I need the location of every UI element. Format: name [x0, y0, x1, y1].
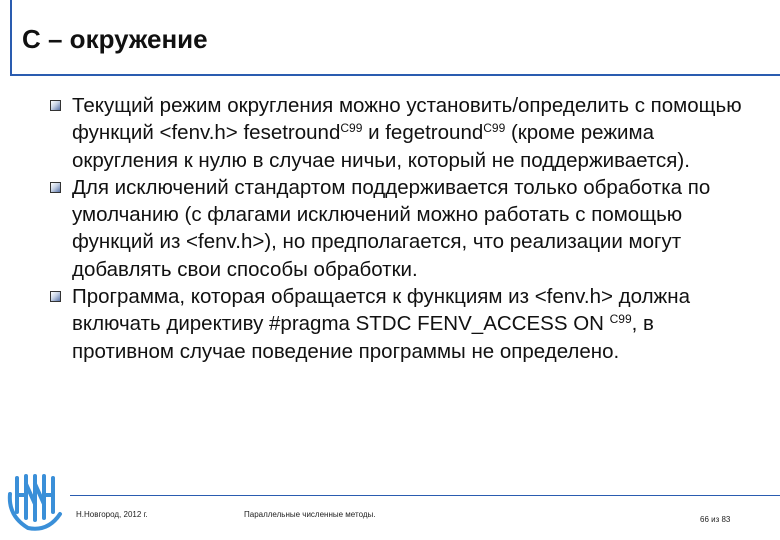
bullet-text-run: , в противном случае поведение программы не определено.	[72, 312, 654, 363]
bullet-text-run: (кроме режима округления к нулю в случае ничьи, который не поддерживается).	[72, 121, 690, 172]
bullet-text-run: Программа, которая обращается к функциям из <fenv.h> должна включать директиву #pragma STDC FENV_ACCESS ON	[72, 285, 690, 336]
bullet-text	[72, 94, 742, 172]
bullet-text	[72, 176, 710, 281]
bullet-text	[72, 285, 690, 363]
university-logo-icon	[4, 468, 66, 534]
bullet-text-run: Текущий режим округления можно установить/определить с помощью функций <fenv.h> fesetround	[72, 94, 742, 145]
title-vertical-rule	[10, 0, 12, 76]
bullet-square-icon	[50, 100, 61, 111]
bullet-text-run: Для исключений стандартом поддерживается только обработка по умолчанию (с флагами исключений можно работать с помощью функций из <fenv.h>), но предполагается, что реализации могут добавлять свои способы обработки.	[72, 175, 711, 281]
footer-course-title: Параллельные численные методы.	[244, 510, 376, 519]
bullet-square-icon	[50, 291, 61, 302]
slide-title: С – окружение	[22, 24, 208, 54]
bullet-item	[50, 283, 750, 365]
bullet-item	[50, 92, 750, 174]
superscript-marker: C99	[483, 121, 506, 136]
bullet-text-run: и fegetround	[362, 121, 484, 145]
superscript-marker: C99	[609, 312, 632, 327]
title-horizontal-rule	[10, 74, 780, 76]
bullet-square-icon	[50, 182, 61, 193]
footer-rule	[70, 495, 780, 496]
footer-location: Н.Новгород, 2012 г.	[76, 510, 148, 519]
page-number: 66 из 83	[700, 515, 731, 524]
bullet-item	[50, 174, 750, 283]
bullet-list	[50, 92, 750, 365]
superscript-marker: C99	[340, 121, 363, 136]
